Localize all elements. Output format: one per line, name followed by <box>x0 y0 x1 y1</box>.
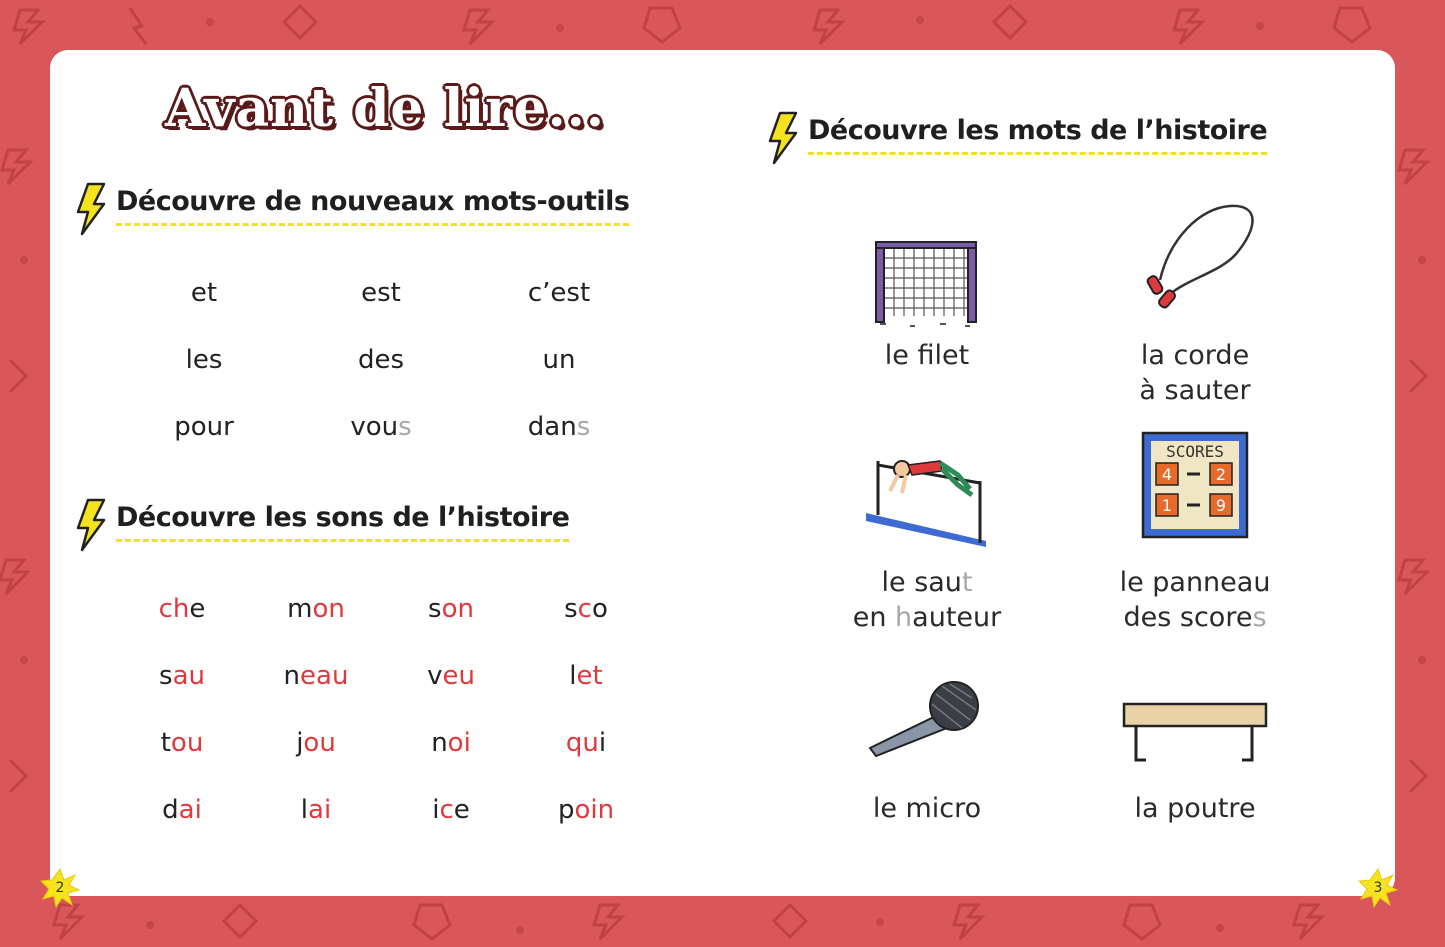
story-word-label <box>873 791 981 826</box>
tool-word <box>543 345 576 375</box>
word-segment: c <box>439 795 454 825</box>
sound-word <box>569 661 602 691</box>
label-line <box>1120 600 1271 635</box>
sound-word <box>558 795 614 825</box>
page-title: Avant de lire... <box>165 78 605 139</box>
word-segment: i <box>432 795 440 825</box>
word-segment: qu <box>565 728 599 758</box>
sound-word <box>159 594 206 624</box>
label-line <box>1139 338 1250 373</box>
word-segment: et <box>190 278 218 308</box>
word-segment: ch <box>158 594 190 624</box>
section-title: Découvre les mots de l’histoire <box>808 115 1267 155</box>
word-segment: les <box>185 345 223 375</box>
sound-word <box>432 795 470 825</box>
tool-word <box>358 345 404 375</box>
score-digit: 9 <box>1215 496 1227 515</box>
label-line <box>1134 791 1255 826</box>
story-word-label <box>1139 338 1250 408</box>
label-line <box>853 565 1002 600</box>
label-line <box>853 600 1002 635</box>
word-segment: n <box>431 728 448 758</box>
word-segment: à sauter <box>1139 375 1251 406</box>
sound-word <box>161 728 204 758</box>
section-heading-tool-words <box>74 186 629 236</box>
word-segment: ou <box>303 728 336 758</box>
word-segment: i <box>598 728 607 758</box>
sound-word <box>428 594 474 624</box>
goal-net-icon <box>870 238 982 330</box>
section-heading-sounds <box>74 502 569 552</box>
word-segment: c <box>577 594 592 624</box>
word-segment: et <box>576 661 603 691</box>
word-segment: e <box>453 795 470 825</box>
word-segment: le sau <box>881 567 962 598</box>
word-segment: m <box>287 594 313 624</box>
word-segment: auteur <box>912 602 1002 633</box>
word-segment: au <box>172 661 205 691</box>
word-segment: j <box>296 728 304 758</box>
word-segment: s <box>564 594 578 624</box>
sound-word <box>431 728 471 758</box>
word-segment: p <box>557 795 575 825</box>
section-title: Découvre les sons de l’histoire <box>116 502 569 542</box>
sound-word <box>159 661 205 691</box>
page-number-right <box>1358 868 1398 908</box>
word-segment: ou <box>170 728 204 758</box>
word-segment: s <box>428 594 442 624</box>
word-segment: s <box>576 412 591 442</box>
label-line <box>885 338 969 373</box>
word-segment: eau <box>300 661 349 691</box>
word-segment: on <box>441 594 474 624</box>
high-jump-icon <box>862 455 990 550</box>
tool-word <box>350 412 411 442</box>
word-segment: eu <box>442 661 475 691</box>
tool-word <box>174 412 234 442</box>
score-digit: 2 <box>1215 465 1227 484</box>
tool-word <box>186 345 223 375</box>
word-segment: s <box>159 661 173 691</box>
word-segment: la poutre <box>1134 793 1256 824</box>
word-segment: n <box>283 661 301 691</box>
story-word-label <box>853 565 1002 635</box>
word-segment: s <box>398 412 412 442</box>
word-segment: des score <box>1123 602 1253 633</box>
word-segment: ai <box>308 795 332 825</box>
word-segment: ai <box>178 795 202 825</box>
sound-word <box>284 661 349 691</box>
sound-word <box>162 795 202 825</box>
label-line <box>1120 565 1271 600</box>
label-line <box>873 791 981 826</box>
scoreboard-icon <box>1140 430 1250 542</box>
balance-beam-icon <box>1120 700 1270 768</box>
microphone-icon <box>862 676 984 758</box>
lightning-bolt-icon <box>766 111 800 165</box>
word-segment: dan <box>527 412 577 442</box>
score-digit: 4 <box>1161 465 1173 484</box>
word-segment: le panneau <box>1119 567 1271 598</box>
lightning-bolt-icon <box>74 182 108 236</box>
tool-word <box>528 412 590 442</box>
word-segment: vou <box>350 412 399 442</box>
sound-word <box>564 594 608 624</box>
word-segment: e <box>189 594 206 624</box>
word-segment: le filet <box>884 340 970 371</box>
story-word-label <box>1120 565 1271 635</box>
score-digit: 1 <box>1161 496 1173 515</box>
sound-word <box>296 728 336 758</box>
word-segment: pour <box>174 412 234 442</box>
word-segment: en <box>852 602 896 633</box>
word-segment: s <box>1252 602 1267 633</box>
word-segment: l <box>569 661 577 691</box>
lightning-bolt-icon <box>74 498 108 552</box>
word-segment: est <box>361 278 401 308</box>
section-title: Découvre de nouveaux mots-outils <box>116 186 629 226</box>
word-segment: on <box>312 594 345 624</box>
word-segment: oin <box>574 795 615 825</box>
word-segment: o <box>591 594 608 624</box>
word-segment: le micro <box>872 793 982 824</box>
story-word-label <box>885 338 969 373</box>
word-segment: h <box>895 602 913 633</box>
page-number-left <box>40 868 80 908</box>
sound-word <box>566 728 606 758</box>
story-word-label <box>1134 791 1255 826</box>
jump-rope-icon <box>1140 198 1265 318</box>
sound-word <box>427 661 475 691</box>
word-segment: oi <box>447 728 471 758</box>
sound-word <box>301 795 331 825</box>
word-segment: l <box>300 795 309 825</box>
word-segment: un <box>542 345 576 375</box>
scoreboard-label: SCORES <box>1166 442 1224 461</box>
sound-word <box>287 594 345 624</box>
word-segment: t <box>160 728 171 758</box>
page-number: 3 <box>1373 880 1383 896</box>
tool-word <box>361 278 401 308</box>
word-segment: d <box>162 795 179 825</box>
tool-word <box>191 278 217 308</box>
word-segment: des <box>357 345 405 375</box>
page-number: 2 <box>55 880 65 896</box>
word-segment: c’est <box>527 278 591 308</box>
word-segment: t <box>961 567 973 598</box>
tool-word <box>528 278 590 308</box>
word-segment: la corde <box>1140 340 1250 371</box>
label-line <box>1139 373 1250 408</box>
section-heading-story-words <box>766 115 1267 165</box>
word-segment: v <box>427 661 443 691</box>
